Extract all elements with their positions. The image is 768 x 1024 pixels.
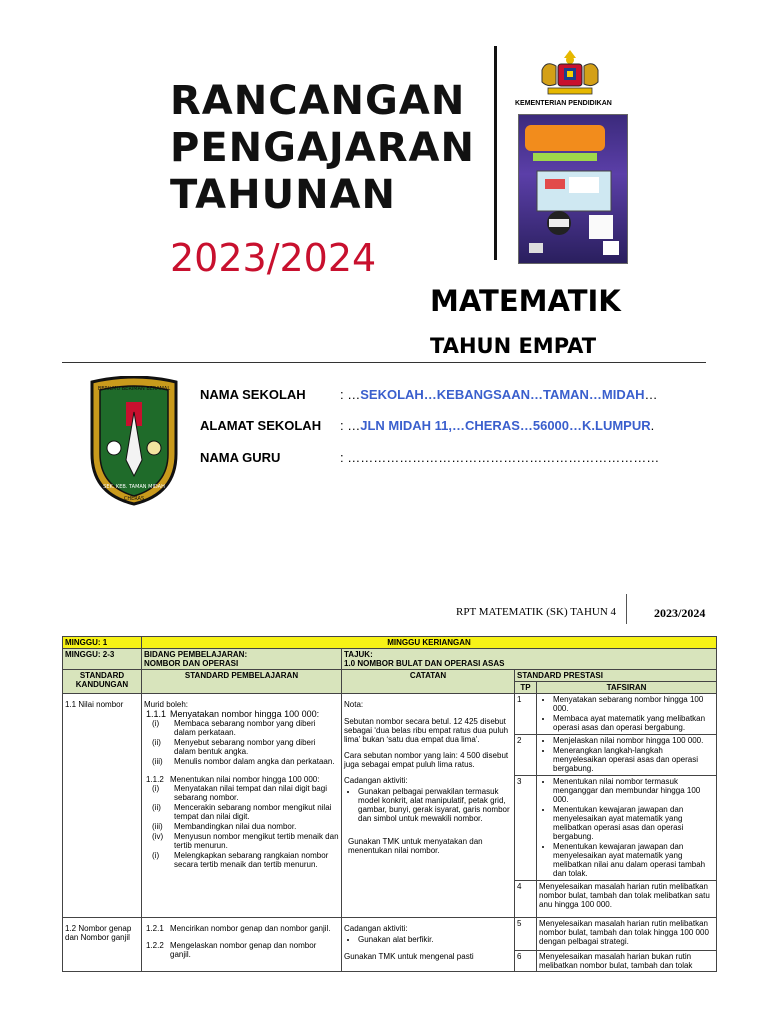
colon-prefix: : … (340, 387, 361, 402)
textbook-illustration-icon (519, 115, 627, 263)
sp-text: Menyatakan nombor hingga 100 000: (170, 709, 320, 719)
sk-1-cell: 1.1 Nilai nombor (63, 694, 142, 918)
tp-number: 2 (515, 735, 537, 776)
sk-2-cell: 1.2 Nombor genap dan Nombor ganjil (63, 918, 142, 972)
divider-line (494, 46, 497, 260)
sub-num: (i) (152, 851, 160, 860)
bidang-cell (142, 649, 342, 670)
sub-text: Membandingkan nilai dua nombor. (174, 822, 297, 831)
sp-text: Menentukan nilai nombor hingga 100 000: (170, 775, 320, 784)
school-address-text: JLN MIDAH 11,…CHERAS…56000…K.LUMPUR (360, 418, 651, 433)
sub-text: Menyatakan nilai tempat dan nilai digit bagi sebarang nombor. (174, 784, 327, 802)
list-item: • Gunakan alat berfikir. (358, 935, 512, 944)
suffix: … (644, 387, 658, 402)
week1-cell: MINGGU: 1 (63, 637, 142, 649)
tp-1-cell (537, 694, 717, 735)
crest-cheras: CHERAS (123, 496, 145, 502)
ministry-label: KEMENTERIAN PENDIDIKAN (515, 100, 612, 107)
sp-num: 1.2.2 (146, 941, 164, 950)
school-crest-icon (84, 376, 184, 508)
header-separator (626, 594, 627, 624)
list-item: • Menerangkan langkah-langkah menyelesaikan operasi asas dan operasi bergabung. (553, 746, 714, 773)
coat-of-arms-icon (534, 48, 606, 98)
tajuk-value: 1.0 NOMBOR BULAT DAN OPERASI ASAS (344, 659, 505, 668)
week1-title: MINGGU KERIANGAN (142, 637, 717, 649)
textbook-cover-image (518, 114, 628, 264)
catatan-bullets-2 (344, 935, 512, 944)
sp-num: 1.2.1 (146, 924, 164, 933)
school-name-value (340, 387, 658, 402)
col-header-prestasi: STANDARD PRESTASI (515, 670, 717, 682)
sub-num: (iii) (152, 822, 163, 831)
cover-title-line: TAHUNAN (170, 172, 397, 218)
crest-motto: BERILMU BERIMAN BERAMAL (97, 386, 171, 392)
tajuk-cell (342, 649, 717, 670)
sub-text: Mencerakin sebarang nombor mengikut nilai tempat dan nilai digit. (174, 803, 332, 821)
sp-text: Mengelaskan nombor genap dan nombor ganjil. (170, 941, 317, 959)
list-item: • Membaca ayat matematik yang melibatkan operasi asas dan operasi bergabung. (553, 714, 714, 732)
tp-3-list (539, 777, 714, 878)
tp-number: 5 (515, 918, 537, 951)
subject-title: MATEMATIK (430, 284, 621, 318)
sub-num: (iv) (152, 832, 164, 841)
sub-text: Menulis nombor dalam angka dan perkataan. (174, 757, 335, 766)
sp-112 (144, 775, 339, 784)
table-header-row (63, 670, 717, 682)
list-item (144, 757, 339, 766)
cover-title (170, 78, 475, 219)
list-item: • Menentukan nilai nombor termasuk menganggar dan membundar hingga 100 000. (553, 777, 714, 804)
cover-year: 2023/2024 (170, 236, 377, 280)
rpt-header-year: 2023/2024 (654, 606, 706, 620)
sub-text: Menyusun nombor mengikut tertib menaik dan tertib menurun. (174, 832, 339, 850)
catatan-aktiviti-2: Cadangan aktiviti: (344, 924, 408, 933)
rpt-table (62, 636, 717, 972)
tp-5-cell: Menyelesaikan masalah harian rutin melibatkan nombor bulat, tambah dan tolak hingga 100 000 dengan pelbagai strategi. (537, 918, 717, 951)
school-address-label: ALAMAT SEKOLAH (200, 418, 322, 433)
tp-3-cell (537, 776, 717, 881)
list-item (144, 851, 339, 869)
tp-6-cell: Menyelesaikan masalah harian bukan rutin melibatkan nombor bulat, tambah dan tolak (537, 951, 717, 972)
teacher-value: : ……………………………………………………………… (340, 450, 660, 465)
list-item: • Menentukan kewajaran jawapan dan menyelesaikan ayat matematik yang melibatkan nilai anu dalam operasi tambah dan tolak. (553, 842, 714, 878)
bidang-label: BIDANG PEMBELAJARAN: (144, 650, 248, 659)
catatan-tmk-2: Gunakan TMK untuk mengenal pasti (344, 952, 474, 961)
year-level: TAHUN EMPAT (430, 334, 597, 358)
sub-num: (ii) (152, 803, 161, 812)
col-header-catatan: CATATAN (342, 670, 515, 694)
sub-num: (i) (152, 784, 160, 793)
catatan-p2: Cara sebutan nombor yang lain: 4 500 disebut juga sebagai empat puluh lima ratus. (344, 751, 509, 769)
sp-text: Mencirikan nombor genap dan nombor ganjil. (170, 924, 331, 933)
murid-boleh: Murid boleh: (144, 700, 189, 709)
col-header-tafsiran: TAFSIRAN (537, 682, 717, 694)
list-item (144, 719, 339, 737)
school-name-label: NAMA SEKOLAH (200, 387, 306, 402)
sp-111-subs (144, 719, 339, 766)
sp-121 (144, 924, 339, 933)
week23-cell: MINGGU: 2-3 (63, 649, 142, 670)
list-item (144, 738, 339, 756)
sp-num: 1.1.2 (146, 775, 164, 784)
school-name-text: SEKOLAH…KEBANGSAAN…TAMAN…MIDAH (360, 387, 645, 402)
table-row (63, 649, 717, 670)
catatan-nota: Nota: (344, 700, 364, 709)
list-item: • Menentukan kewajaran jawapan dan menyelesaikan ayat matematik yang melibatkan operasi asas dan operasi bergabung. (553, 805, 714, 841)
tp-number: 1 (515, 694, 537, 735)
list-item: • Gunakan pelbagai perwakilan termasuk model konkrit, alat manipulatif, petak grid, gambar, bunyi, gerak isyarat, garis nombor dan simbol untuk mewakili nombor. (358, 787, 512, 823)
catatan-1-cell (342, 694, 515, 918)
tp-2-list (539, 736, 714, 773)
tajuk-label: TAJUK: (344, 650, 373, 659)
sp-1-cell (142, 694, 342, 918)
bidang-value: NOMBOR DAN OPERASI (144, 659, 239, 668)
tp-number: 3 (515, 776, 537, 881)
sp-2-cell (142, 918, 342, 972)
tp-1-list (539, 695, 714, 732)
list-item: • Menyatakan sebarang nombor hingga 100 000. (553, 695, 714, 713)
list-item (144, 784, 339, 802)
horizontal-rule (62, 362, 706, 363)
sp-num: 1.1.1 (146, 709, 167, 719)
sub-num: (iii) (152, 757, 163, 766)
table-row (63, 637, 717, 649)
catatan-bullets (344, 787, 512, 823)
sub-num: (i) (152, 719, 160, 728)
school-address-value (340, 418, 654, 433)
sub-num: (ii) (152, 738, 161, 747)
suffix: . (650, 418, 655, 433)
teacher-label: NAMA GURU (200, 450, 281, 465)
list-item (144, 822, 339, 831)
col-header-tp: TP (515, 682, 537, 694)
tp-2-cell (537, 735, 717, 776)
sub-text: Membaca sebarang nombor yang diberi dalam perkataan. (174, 719, 316, 737)
col-header-sk: STANDARD KANDUNGAN (63, 670, 142, 694)
sp-122 (144, 941, 339, 959)
sp-111 (144, 710, 339, 719)
sp-112-subs (144, 784, 339, 869)
tp-number: 4 (515, 881, 537, 918)
catatan-2-cell (342, 918, 515, 972)
catatan-aktiviti: Cadangan aktiviti: (344, 776, 408, 785)
sub-text: Melengkapkan sebarang rangkaian nombor secara tertib menaik dan tertib menurun. (174, 851, 329, 869)
list-item (144, 832, 339, 850)
list-item: • Menjelaskan nilai nombor hingga 100 000. (553, 736, 714, 745)
colon-prefix: : … (340, 418, 361, 433)
cover-title-line: PENGAJARAN (170, 125, 475, 171)
table-row (63, 918, 717, 951)
col-header-sp: STANDARD PEMBELAJARAN (142, 670, 342, 694)
rpt-header-title: RPT MATEMATIK (SK) TAHUN 4 (456, 606, 617, 618)
catatan-tmk: Gunakan TMK untuk menyatakan dan menentukan nilai nombor. (348, 837, 483, 855)
tp-number: 6 (515, 951, 537, 972)
cover-title-line: RANCANGAN (170, 78, 466, 124)
tp-4-cell: Menyelesaikan masalah harian rutin melibatkan nombor bulat, tambah dan tolak melibatkan satu anu hingga 100 000. (537, 881, 717, 918)
crest-school-name: SEK. KEB. TAMAN MIDAH (103, 484, 165, 490)
catatan-p1: Sebutan nombor secara betul. 12 425 disebut sebagai ‘dua belas ribu empat ratus dua puluh lima’ bukan ‘satu dua empat dua lima’. (344, 717, 509, 744)
sub-text: Menyebut sebarang nombor yang diberi dalam bentuk angka. (174, 738, 316, 756)
table-row (63, 694, 717, 735)
list-item (144, 803, 339, 821)
